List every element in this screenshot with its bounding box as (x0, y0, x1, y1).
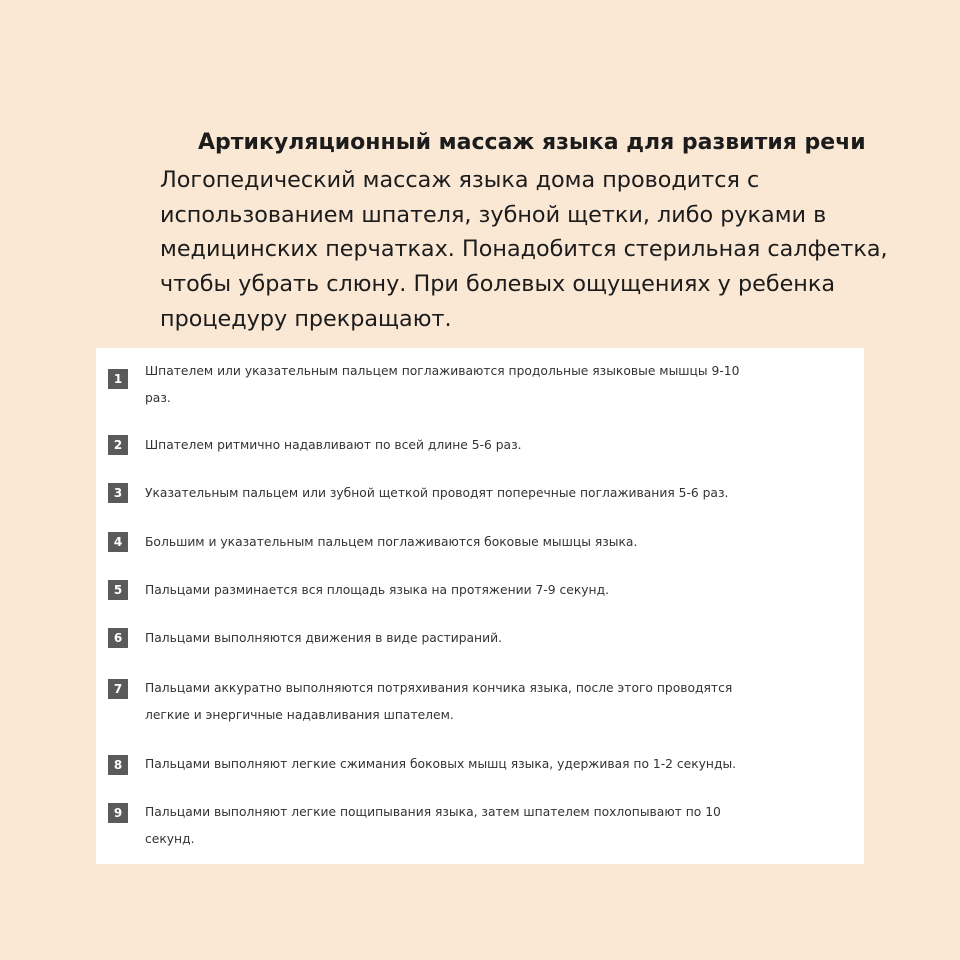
intro-line: использованием шпателя, зубной щетки, либо руками в (160, 201, 827, 228)
step-number-badge: 3 (108, 483, 128, 503)
step-text (145, 577, 845, 604)
steps-panel (96, 348, 864, 864)
step-text (145, 358, 845, 412)
step-text (145, 751, 845, 778)
step-text-line: Пальцами выполняют легкие сжимания боковых мышц языка, удерживая по 1-2 секунды. (145, 757, 737, 771)
intro-paragraph (160, 163, 920, 337)
step-number-badge: 4 (108, 532, 128, 552)
step-text-line: Шпателем или указательным пальцем поглаживаются продольные языковые мышцы 9-10 (145, 364, 740, 378)
intro-line: Логопедический массаж языка дома проводится с (160, 167, 760, 193)
step-text-line: Пальцами выполняются движения в виде растираний. (145, 631, 502, 645)
step-text-line: легкие и энергичные надавливания шпателем. (145, 708, 454, 722)
step-text-line: Большим и указательным пальцем поглаживаются боковые мышцы языка. (145, 535, 638, 549)
step-number-badge: 9 (108, 803, 128, 823)
step-text-line: Указательным пальцем или зубной щеткой проводят поперечные поглаживания 5-6 раз. (145, 486, 729, 500)
step-text-line: Шпателем ритмично надавливают по всей длине 5-6 раз. (145, 438, 522, 452)
step-text (145, 799, 845, 853)
intro-line: процедуру прекращают. (160, 305, 452, 332)
step-text (145, 625, 845, 652)
step-number-badge: 5 (108, 580, 128, 600)
intro-line: чтобы убрать слюну. При болевых ощущениях у ребенка (160, 271, 835, 298)
step-text-line: раз. (145, 391, 171, 405)
step-number-badge: 7 (108, 679, 128, 699)
step-text (145, 432, 845, 459)
step-text-line: Пальцами аккуратно выполняются потряхивания кончика языка, после этого проводятся (145, 681, 733, 695)
step-number-badge: 1 (108, 369, 128, 389)
page-title: Артикуляционный массаж языка для развития речи (198, 130, 866, 155)
step-text (145, 529, 845, 556)
step-number-badge: 8 (108, 755, 128, 775)
step-text (145, 480, 845, 507)
intro-line: медицинских перчатках. Понадобится стерильная салфетка, (160, 236, 888, 263)
step-text-line: Пальцами разминается вся площадь языка на протяжении 7-9 секунд. (145, 583, 609, 597)
step-number-badge: 6 (108, 628, 128, 648)
step-text (145, 675, 845, 729)
step-number-badge: 2 (108, 435, 128, 455)
step-text-line: секунд. (145, 832, 195, 846)
step-text-line: Пальцами выполняют легкие пощипывания языка, затем шпателем похлопывают по 10 (145, 805, 721, 819)
